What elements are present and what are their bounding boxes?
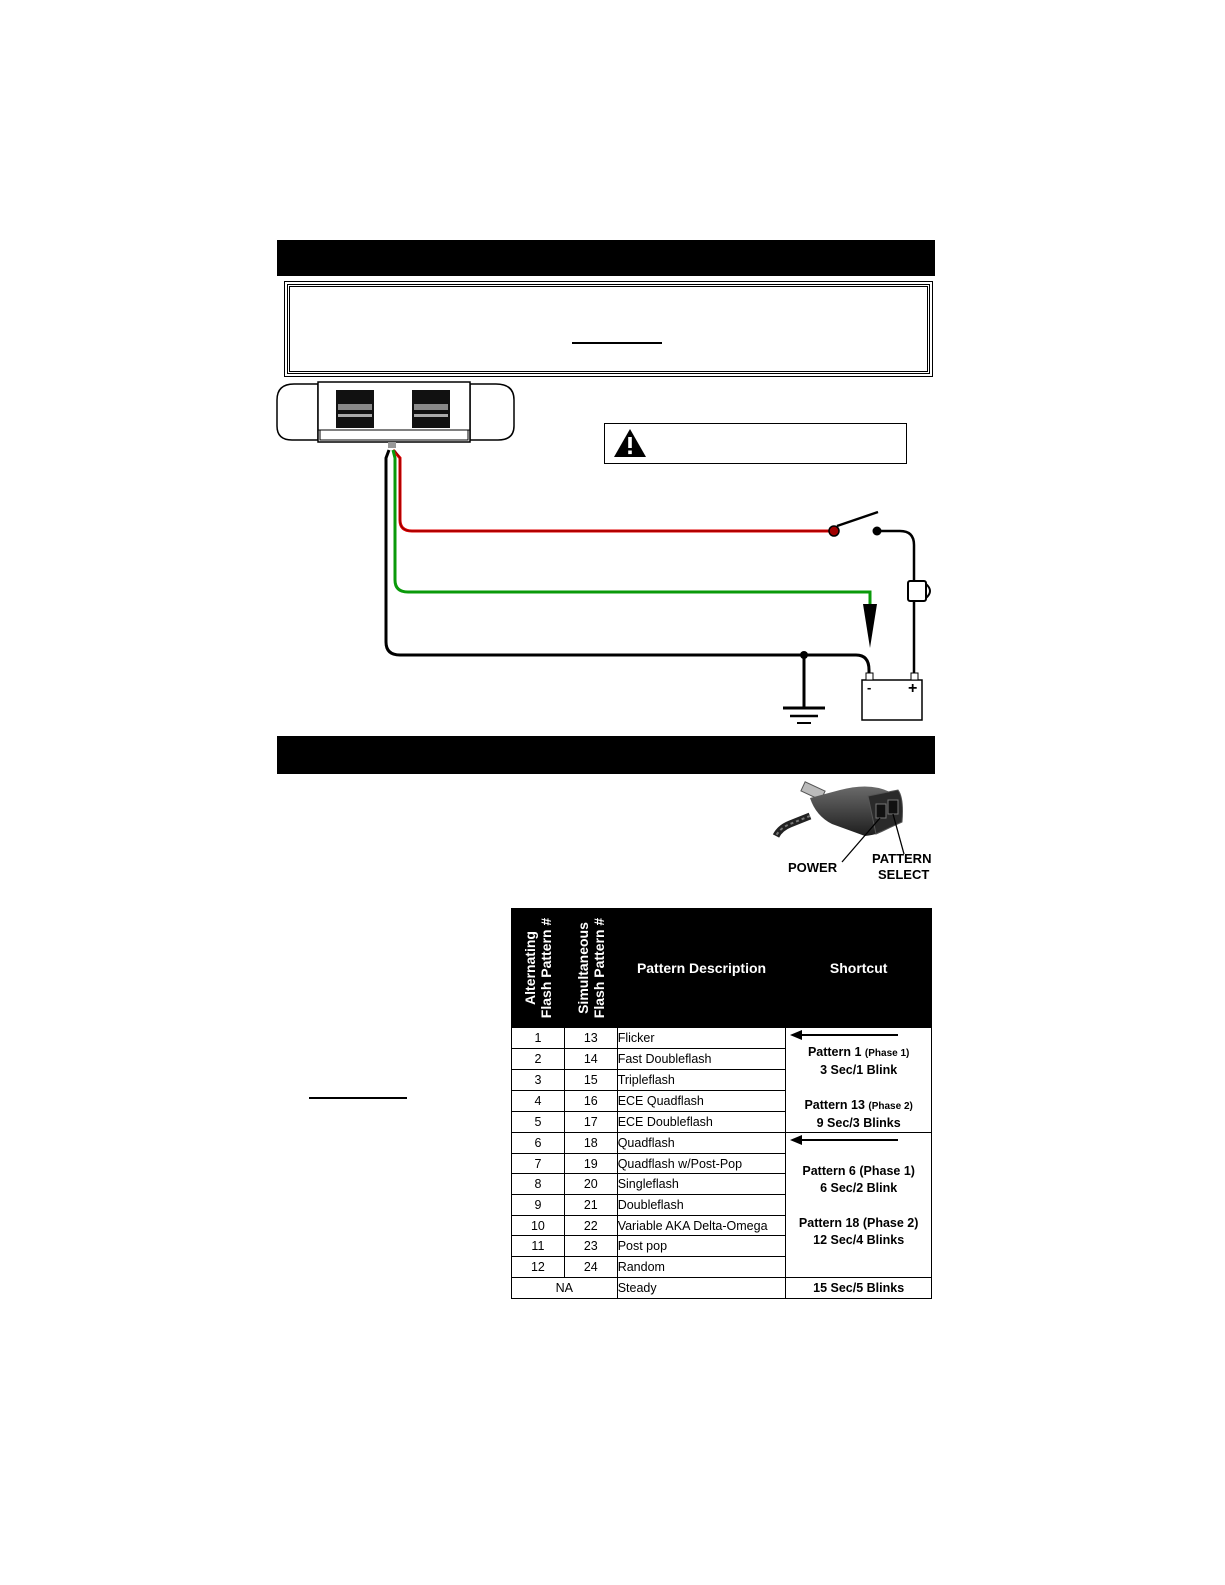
fuse-icon <box>908 581 926 601</box>
shortcut-time: 9 Sec/3 Blinks <box>816 1116 901 1130</box>
pattern-select-label-1: PATTERN <box>872 851 932 866</box>
side-underline <box>309 1097 407 1099</box>
sim-cell: 19 <box>564 1153 617 1174</box>
sim-cell: 24 <box>564 1257 617 1278</box>
alt-cell: 11 <box>512 1236 565 1257</box>
steady-shortcut-cell: 15 Sec/5 Blinks <box>786 1277 932 1298</box>
alt-cell: 10 <box>512 1215 565 1236</box>
sim-cell: 23 <box>564 1236 617 1257</box>
alt-cell: 2 <box>512 1049 565 1070</box>
simultaneous-header: Simultaneous Flash Pattern # <box>564 909 617 1028</box>
table-row <box>512 1028 932 1049</box>
shortcut-label: Pattern 6 (Phase 1) <box>802 1164 915 1178</box>
sim-cell: 18 <box>564 1133 617 1154</box>
alt-cell: 8 <box>512 1174 565 1195</box>
desc-cell: Singleflash <box>617 1174 786 1195</box>
alt-cell: 9 <box>512 1195 565 1216</box>
sim-cell: 14 <box>564 1049 617 1070</box>
shortcut-group-1 <box>786 1028 932 1133</box>
alt-cell: 4 <box>512 1091 565 1112</box>
sim-cell: 16 <box>564 1091 617 1112</box>
desc-cell: Variable AKA Delta-Omega <box>617 1215 786 1236</box>
shortcut-group-2 <box>786 1133 932 1278</box>
warning-triangle-icon <box>613 428 647 458</box>
steady-num-cell: NA <box>512 1277 618 1298</box>
power-switch-icon <box>876 804 886 818</box>
sim-cell: 20 <box>564 1174 617 1195</box>
sim-cell: 15 <box>564 1070 617 1091</box>
table-header-row <box>512 909 932 1028</box>
shortcut-phase: (Phase 1) <box>864 1048 910 1059</box>
sim-cell: 13 <box>564 1028 617 1049</box>
steady-desc-cell: Steady <box>617 1277 786 1298</box>
flash-pattern-table <box>511 908 932 1299</box>
arrow-icon <box>863 604 877 648</box>
desc-cell: Quadflash <box>617 1133 786 1154</box>
alt-cell: 12 <box>512 1257 565 1278</box>
pattern-select-switch-icon <box>888 800 898 814</box>
shortcut-label: Pattern 18 (Phase 2) <box>798 1216 919 1230</box>
desc-cell: Post pop <box>617 1236 786 1257</box>
operation-section-header <box>277 736 935 774</box>
wiring-diagram <box>0 0 1225 740</box>
table-row <box>512 1133 932 1154</box>
arrow-left-icon <box>790 1030 898 1040</box>
alt-cell: 7 <box>512 1153 565 1174</box>
arrow-left-icon <box>790 1135 898 1145</box>
sim-cell: 17 <box>564 1112 617 1133</box>
shortcut-label: Pattern 13 <box>804 1098 869 1112</box>
alt-cell: 6 <box>512 1133 565 1154</box>
desc-cell: ECE Quadflash <box>617 1091 786 1112</box>
desc-cell: Random <box>617 1257 786 1278</box>
cigarette-plug-illustration <box>770 778 940 888</box>
alt-cell: 5 <box>512 1112 565 1133</box>
warning-box <box>604 423 907 464</box>
shortcut-label: Pattern 1 <box>807 1045 865 1059</box>
power-label: POWER <box>788 860 838 875</box>
description-header: Pattern Description <box>617 909 786 1028</box>
desc-cell: Fast Doubleflash <box>617 1049 786 1070</box>
sim-cell: 22 <box>564 1215 617 1236</box>
desc-cell: ECE Doubleflash <box>617 1112 786 1133</box>
battery-neg-label: - <box>867 680 872 695</box>
battery-pos-label: + <box>908 680 918 697</box>
sim-cell: 21 <box>564 1195 617 1216</box>
shortcut-phase: (Phase 2) <box>868 1101 913 1112</box>
shortcut-header: Shortcut <box>786 909 932 1028</box>
table-row-steady <box>512 1277 932 1298</box>
lightbar-icon <box>277 382 514 448</box>
desc-cell: Quadflash w/Post-Pop <box>617 1153 786 1174</box>
switch-icon <box>829 526 839 536</box>
desc-cell: Tripleflash <box>617 1070 786 1091</box>
pattern-select-label-2: SELECT <box>878 867 930 882</box>
shortcut-time: 3 Sec/1 Blink <box>820 1063 898 1077</box>
alternating-header: Alternating Flash Pattern # <box>512 909 565 1028</box>
alt-cell: 1 <box>512 1028 565 1049</box>
shortcut-time: 12 Sec/4 Blinks <box>813 1233 905 1247</box>
desc-cell: Doubleflash <box>617 1195 786 1216</box>
alt-cell: 3 <box>512 1070 565 1091</box>
desc-cell: Flicker <box>617 1028 786 1049</box>
shortcut-time: 6 Sec/2 Blink <box>820 1181 898 1195</box>
